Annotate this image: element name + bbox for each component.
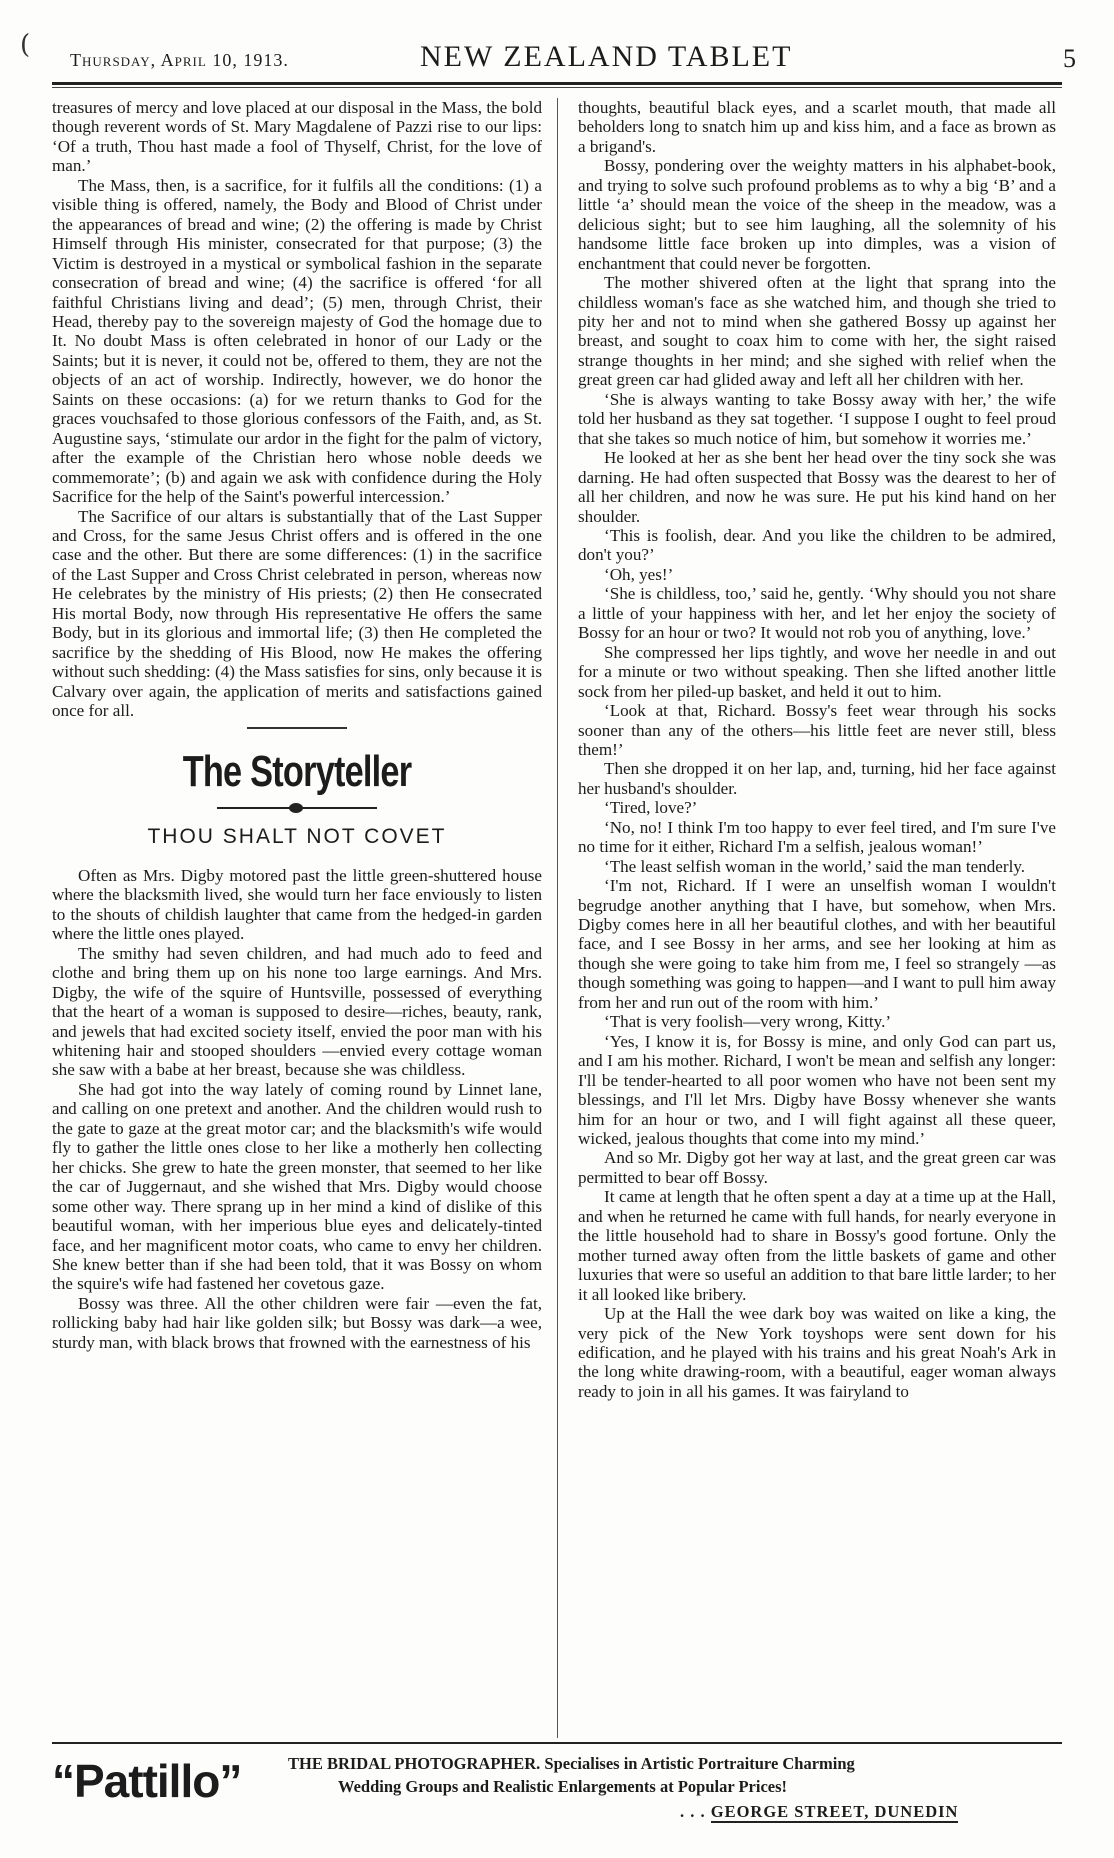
story-paragraph: ‘Oh, yes!’ bbox=[604, 564, 674, 584]
section-title: The Storyteller bbox=[182, 746, 412, 796]
story-paragraph: He looked at her as she bent her head over the tiny sock she was darning. He had often suspected that Bossy was the dearest to her of all her children, and now he was sure. He put his kind hand on her shoulder. bbox=[578, 448, 1056, 526]
right-column bbox=[578, 98, 1056, 1401]
story-paragraph: The mother shivered often at the light that sprang into the childless woman's face as she watched him, and though she tried to pity her and not to mind when she gathered Bossy up against her breast, and sought to coax him to come with her, the sight raised strange thoughts in her mind; and she sighed with relief when the great green car had glided away and left all her children with her. bbox=[578, 273, 1056, 390]
story-paragraph: ‘No, no! I think I'm too happy to ever feel tired, and I'm sure I've no time for it either, Richard I'm a selfish, jealous woman!’ bbox=[578, 817, 1056, 857]
header-date: Thursday, April 10, 1913. bbox=[70, 50, 289, 70]
advertisement bbox=[52, 1750, 1062, 1830]
story-paragraph: She had got into the way lately of coming round by Linnet lane, and calling on one pretext and another. And the children would rush to the gate to gaze at the great motor car; and the blacksmith's wife would fly to gather the little ones close to her like a motherly hen collecting her chicks. She grew to hate the green monster, that seemed to her like the car of Juggernaut, and she wished that Mrs. Digby would choose some other way. There sprang up in her mind a kind of dislike of this beautiful woman, with her imperious blue eyes and delicately-tinted face, and her magnificent motor coats, who came to envy her children. She knew better than if she had been told, that it was Bossy on whom the squire's wife had fastened her covetous gaze. bbox=[52, 1079, 542, 1294]
header-rule bbox=[52, 82, 1062, 85]
column-divider bbox=[557, 98, 558, 1738]
story-paragraph: thoughts, beautiful black eyes, and a scarlet mouth, that made all beholders long to snatch him up and kiss him, and a face as brown as a brigand's. bbox=[578, 98, 1056, 156]
advert-line-2: Wedding Groups and Realistic Enlargements at Popular Prices! bbox=[338, 1777, 788, 1796]
story-paragraph: Bossy, pondering over the weighty matters in his alphabet-book, and trying to solve such profound problems as to why a big ‘B’ and a little ‘a’ should mean the voice of the sheep in the meadow, was a delicious sight; but to see him laughing, all the solemnity of his handsome little face broken up into dimples, was a vision of enchantment that could never be forgotten. bbox=[578, 156, 1056, 273]
advert-rule bbox=[52, 1742, 1062, 1744]
story-paragraph: ‘This is foolish, dear. And you like the children to be admired, don't you?’ bbox=[578, 525, 1056, 565]
advert-address: GEORGE STREET, DUNEDIN bbox=[710, 1802, 959, 1821]
article-paragraph: The Mass, then, is a sacrifice, for it fulfils all the conditions: (1) a visible thing is offered, namely, the Body and Blood of Christ under the appearances of bread and wine; (2) the offering is made by Christ Himself through His minister, consecrated for that purpose; (3) the Victim is destroyed in a mystical or symbolical fashion in the separate consecration of bread and wine; (4) the sacrifice is offered ‘for all faithful Christians living and dead’; (5) men, through Christ, their Head, thereby pay to the sovereign majesty of God the homage due to It. No doubt Mass is often celebrated in honor of our Lady or the Saints; but it is never, it could not be, offered to them, they are not the objects of an act of worship. Indirectly, however, we do honor the Saints on these occasions: (a) for we return thanks to God for the graces vouchsafed to those glorious confessors of the Faith, and, as St. Augustine says, ‘stimulate our ardor in the fight for the palm of victory, after the example of the Christian hero whose noble deeds we commemorate’; (b) and again we ask with confidence during the Holy Sacrifice for the help of the Saint's powerful intercession.’ bbox=[52, 175, 542, 507]
header-rule-thin bbox=[52, 87, 1062, 88]
page-corner-mark: ( bbox=[20, 30, 31, 60]
story-paragraph: And so Mr. Digby got her way at last, and the great green car was permitted to bear off Bossy. bbox=[578, 1148, 1056, 1187]
advert-line-3 bbox=[680, 1802, 958, 1822]
story-paragraph: She compressed her lips tightly, and wove her needle in and out for a minute or two without speaking. Then she lifted another little sock from her piled-up basket, and held it out to him. bbox=[578, 642, 1056, 701]
advert-line-3-prefix: . . . bbox=[680, 1802, 711, 1821]
story-paragraph: Up at the Hall the wee dark boy was waited on like a king, the very pick of the New York toyshops were sent down for his edification, and he played with his trains and his great Noah's Ark in the long white drawing-room, with a beautiful, eager woman always ready to join in all his games. It was fairyland to bbox=[578, 1304, 1056, 1401]
story-title: THOU SHALT NOT COVET bbox=[147, 824, 447, 848]
advert-line-1: THE BRIDAL PHOTOGRAPHER. Specialises in Artistic Portraiture Charming bbox=[288, 1754, 855, 1773]
newspaper-title: NEW ZEALAND TABLET bbox=[420, 40, 793, 73]
article-end-rule bbox=[247, 727, 347, 729]
page-number: 5 bbox=[1063, 44, 1076, 73]
story-paragraph: Then she dropped it on her lap, and, turning, hid her face against her husband's shoulder. bbox=[578, 759, 1056, 798]
story-paragraph: ‘That is very foolish—very wrong, Kitty.’ bbox=[604, 1012, 892, 1032]
ornament-divider bbox=[217, 803, 377, 813]
story-paragraph: ‘Look at that, Richard. Bossy's feet wear through his socks sooner than any of the others—his little feet are never still, bless them!’ bbox=[578, 701, 1056, 759]
advert-brand: “Pattillo” bbox=[52, 1755, 242, 1807]
story-paragraph: It came at length that he often spent a day at a time up at the Hall, and when he returned he came with full hands, for nearly everyone in the little household had to share in Bossy's good fortune. Only the mother turned away often from the little baskets of game and other luxuries that were so useful an addition to that bare little larder; to her it all looked like bribery. bbox=[578, 1187, 1056, 1304]
story-paragraph: Bossy was three. All the other children were fair —even the fat, rollicking baby had hair like golden silk; but Bossy was dark—a wee, sturdy man, with black brows that frowned with the earnestness of his bbox=[52, 1293, 542, 1352]
story-paragraph: ‘The least selfish woman in the world,’ said the man tenderly. bbox=[604, 856, 1026, 876]
page-header bbox=[70, 40, 1076, 78]
story-paragraph: The smithy had seven children, and had much ado to feed and clothe and bring them up on his none too large earnings. And Mrs. Digby, the wife of the squire of Huntsville, possessed of everything that the heart of a woman is supposed to desire—riches, beauty, rank, and jewels that had excited society itself, envied the poor man with his whitening hair and stooped shoulders —envied every cottage woman she saw with a babe at her breast, because she was childless. bbox=[52, 943, 542, 1080]
story-paragraph: ‘She is always wanting to take Bossy away with her,’ the wife told her husband as they sat together. ‘I suppose I ought to feel proud that she takes so much notice of him, but somehow it worries me.’ bbox=[578, 389, 1056, 448]
story-paragraph: ‘I'm not, Richard. If I were an unselfish woman I wouldn't begrudge another anything that I have, but somehow, when Mrs. Digby comes here in all her beautiful clothes, and with her beautiful face, and I see Bossy in her arms, and see her looking at him as though she were going to take him from me, I feel so strangely —as though something was going to happen—and I want to pull him away from her and run out of the room with him.’ bbox=[578, 876, 1056, 1012]
article-paragraph: The Sacrifice of our altars is substantially that of the Last Supper and Cross, for the same Jesus Christ offers and is offered in the one case and the other. But there are some differences: (1) in the sacrifice of the Last Supper and Cross Christ celebrated in person, whereas now He celebrates by the ministry of His priests; (2) then He consecrated His mortal Body, now through His representative He offers the same Body, but in its glorious and immortal life; (3) then He completed the sacrifice by the shedding of His Blood, now He makes the offering without such shedding: (4) the Mass satisfies for sins, only because it is Calvary over again, the application of merits and satisfactions gained once for all. bbox=[52, 506, 542, 721]
article-paragraph: treasures of mercy and love placed at our disposal in the Mass, the bold though reverent words of St. Mary Magdalene of Pazzi rise to our lips: ‘Of a truth, Thou hast made a fool of Thyself, Christ, for the love of man.’ bbox=[52, 98, 542, 176]
left-column bbox=[52, 98, 542, 1352]
story-paragraph: ‘She is childless, too,’ said he, gently. ‘Why should you not share a little of your happiness with her, and let her enjoy the society of Bossy for an hour or two? It would not rob you of anything, love.’ bbox=[578, 584, 1056, 643]
story-paragraph: Often as Mrs. Digby motored past the little green-shuttered house where the blacksmith lived, she would turn her face enviously to listen to the shouts of childish laughter that came from the hedged-in garden where the little ones played. bbox=[52, 865, 542, 944]
story-paragraph: ‘Tired, love?’ bbox=[604, 798, 698, 818]
story-paragraph: ‘Yes, I know it is, for Bossy is mine, and only God can part us, and I am his mother. Richard, I won't be mean and selfish any longer: I'll be tender-hearted to all poor women who have not been sent my blessings, and I'll let Mrs. Digby have Bossy whenever she wants him for an hour or two, and I will fight against all these queer, wicked, jealous thoughts that come into my mind.’ bbox=[578, 1031, 1056, 1149]
